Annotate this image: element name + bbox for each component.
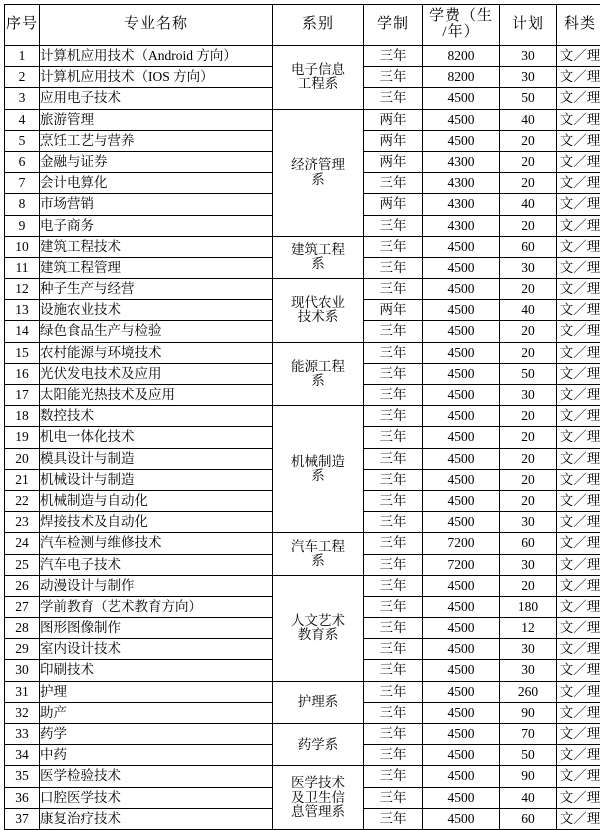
- cell-years: 三年: [364, 279, 423, 300]
- cell-plan: 30: [500, 639, 557, 660]
- cell-category: 文／理: [557, 385, 600, 406]
- cell-years: 三年: [364, 363, 423, 384]
- cell-category: 文／理: [557, 279, 600, 300]
- cell-years: 三年: [364, 533, 423, 554]
- table-row: [5, 109, 600, 130]
- cell-major-name: 室内设计技术: [40, 639, 273, 660]
- cell-years: 两年: [364, 151, 423, 172]
- cell-years: 三年: [364, 342, 423, 363]
- cell-plan: 30: [500, 67, 557, 88]
- cell-years: 三年: [364, 639, 423, 660]
- cell-years: 三年: [364, 236, 423, 257]
- cell-fee: 4500: [423, 596, 500, 617]
- cell-major-name: 图形图像制作: [40, 618, 273, 639]
- cell-plan: 20: [500, 448, 557, 469]
- cell-plan: 40: [500, 194, 557, 215]
- cell-plan: 30: [500, 512, 557, 533]
- cell-plan: 260: [500, 681, 557, 702]
- cell-category: 文／理: [557, 448, 600, 469]
- cell-category: 文／理: [557, 173, 600, 194]
- cell-category: 文／理: [557, 342, 600, 363]
- cell-category: 文／理: [557, 215, 600, 236]
- cell-plan: 20: [500, 173, 557, 194]
- cell-major-name: 护理: [40, 681, 273, 702]
- cell-major-name: 市场营销: [40, 194, 273, 215]
- column-header-seq: 序号: [5, 5, 40, 46]
- cell-major-name: 旅游管理: [40, 109, 273, 130]
- cell-seq: 9: [5, 215, 40, 236]
- cell-fee: 4500: [423, 745, 500, 766]
- cell-major-name: 金融与证券: [40, 151, 273, 172]
- cell-fee: 4500: [423, 257, 500, 278]
- cell-seq: 33: [5, 724, 40, 745]
- cell-years: 两年: [364, 130, 423, 151]
- cell-category: 文／理: [557, 406, 600, 427]
- cell-category: 文／理: [557, 469, 600, 490]
- table-header: [5, 5, 600, 46]
- cell-plan: 20: [500, 342, 557, 363]
- department-label: 护理系: [273, 695, 363, 709]
- table-row: [5, 575, 600, 596]
- cell-category: 文／理: [557, 702, 600, 723]
- cell-category: 文／理: [557, 88, 600, 109]
- cell-category: 文／理: [557, 787, 600, 808]
- cell-years: 三年: [364, 448, 423, 469]
- cell-seq: 4: [5, 109, 40, 130]
- cell-plan: 20: [500, 130, 557, 151]
- cell-seq: 35: [5, 766, 40, 787]
- cell-plan: 50: [500, 745, 557, 766]
- cell-category: 文／理: [557, 300, 600, 321]
- cell-plan: 60: [500, 236, 557, 257]
- cell-category: 文／理: [557, 512, 600, 533]
- department-label: 药学系: [273, 738, 363, 752]
- cell-department: [273, 109, 364, 236]
- cell-major-name: 动漫设计与制作: [40, 575, 273, 596]
- cell-years: 三年: [364, 808, 423, 829]
- cell-seq: 14: [5, 321, 40, 342]
- cell-fee: 4500: [423, 130, 500, 151]
- cell-major-name: 中药: [40, 745, 273, 766]
- fee-header-line1: 学费（生: [423, 9, 499, 25]
- cell-years: 三年: [364, 469, 423, 490]
- cell-category: 文／理: [557, 321, 600, 342]
- cell-fee: 4500: [423, 279, 500, 300]
- cell-years: 三年: [364, 554, 423, 575]
- cell-seq: 13: [5, 300, 40, 321]
- cell-category: 文／理: [557, 194, 600, 215]
- cell-fee: 4500: [423, 702, 500, 723]
- cell-category: 文／理: [557, 151, 600, 172]
- cell-fee: 4500: [423, 427, 500, 448]
- department-label: 建筑工程 系: [273, 243, 363, 271]
- cell-years: 两年: [364, 300, 423, 321]
- cell-department: [273, 406, 364, 533]
- cell-seq: 11: [5, 257, 40, 278]
- cell-years: 三年: [364, 427, 423, 448]
- cell-category: 文／理: [557, 257, 600, 278]
- cell-plan: 40: [500, 787, 557, 808]
- cell-fee: 4500: [423, 724, 500, 745]
- cell-seq: 15: [5, 342, 40, 363]
- cell-years: 两年: [364, 109, 423, 130]
- cell-major-name: 印刷技术: [40, 660, 273, 681]
- cell-seq: 5: [5, 130, 40, 151]
- cell-plan: 30: [500, 554, 557, 575]
- cell-category: 文／理: [557, 724, 600, 745]
- cell-department: [273, 575, 364, 681]
- table-row: [5, 766, 600, 787]
- cell-seq: 26: [5, 575, 40, 596]
- cell-years: 三年: [364, 215, 423, 236]
- cell-major-name: 太阳能光热技术及应用: [40, 385, 273, 406]
- cell-plan: 30: [500, 385, 557, 406]
- cell-department: [273, 533, 364, 575]
- cell-category: 文／理: [557, 363, 600, 384]
- cell-seq: 34: [5, 745, 40, 766]
- cell-major-name: 康复治疗技术: [40, 808, 273, 829]
- cell-seq: 8: [5, 194, 40, 215]
- cell-seq: 20: [5, 448, 40, 469]
- cell-category: 文／理: [557, 130, 600, 151]
- department-label: 现代农业 技术系: [273, 296, 363, 324]
- cell-department: [273, 681, 364, 723]
- department-label: 经济管理 系: [273, 158, 363, 186]
- cell-category: 文／理: [557, 533, 600, 554]
- cell-fee: 4500: [423, 469, 500, 490]
- cell-fee: 7200: [423, 533, 500, 554]
- cell-major-name: 机械设计与制造: [40, 469, 273, 490]
- cell-years: 三年: [364, 88, 423, 109]
- cell-years: 三年: [364, 46, 423, 67]
- cell-fee: 4500: [423, 575, 500, 596]
- cell-plan: 180: [500, 596, 557, 617]
- department-label: 电子信息 工程系: [273, 63, 363, 91]
- cell-seq: 21: [5, 469, 40, 490]
- department-label: 能源工程 系: [273, 360, 363, 388]
- cell-fee: 4500: [423, 660, 500, 681]
- cell-years: 三年: [364, 575, 423, 596]
- cell-major-name: 计算机应用技术（Android 方向）: [40, 46, 273, 67]
- cell-fee: 4500: [423, 681, 500, 702]
- cell-seq: 6: [5, 151, 40, 172]
- table-row: [5, 236, 600, 257]
- cell-fee: 4500: [423, 88, 500, 109]
- cell-major-name: 汽车检测与维修技术: [40, 533, 273, 554]
- cell-years: 三年: [364, 385, 423, 406]
- cell-plan: 20: [500, 575, 557, 596]
- cell-fee: 4500: [423, 109, 500, 130]
- cell-department: [273, 766, 364, 830]
- cell-seq: 23: [5, 512, 40, 533]
- cell-category: 文／理: [557, 427, 600, 448]
- cell-plan: 70: [500, 724, 557, 745]
- cell-fee: 4500: [423, 618, 500, 639]
- cell-department: [273, 236, 364, 278]
- column-header-category: 科类: [557, 5, 600, 46]
- cell-fee: 4500: [423, 385, 500, 406]
- cell-fee: 4500: [423, 236, 500, 257]
- cell-years: 三年: [364, 724, 423, 745]
- cell-seq: 16: [5, 363, 40, 384]
- cell-seq: 29: [5, 639, 40, 660]
- cell-major-name: 助产: [40, 702, 273, 723]
- cell-category: 文／理: [557, 109, 600, 130]
- cell-seq: 31: [5, 681, 40, 702]
- cell-major-name: 学前教育（艺术教育方向）: [40, 596, 273, 617]
- cell-fee: 4500: [423, 406, 500, 427]
- table-row: [5, 724, 600, 745]
- cell-category: 文／理: [557, 46, 600, 67]
- cell-plan: 30: [500, 660, 557, 681]
- cell-plan: 12: [500, 618, 557, 639]
- cell-major-name: 模具设计与制造: [40, 448, 273, 469]
- column-header-dept: 系别: [273, 5, 364, 46]
- cell-major-name: 绿色食品生产与检验: [40, 321, 273, 342]
- cell-fee: 7200: [423, 554, 500, 575]
- header-row: [5, 5, 600, 46]
- cell-major-name: 机械制造与自动化: [40, 490, 273, 511]
- column-header-fee: [423, 5, 500, 46]
- cell-category: 文／理: [557, 67, 600, 88]
- cell-seq: 17: [5, 385, 40, 406]
- cell-category: 文／理: [557, 639, 600, 660]
- table-row: [5, 406, 600, 427]
- cell-major-name: 建筑工程管理: [40, 257, 273, 278]
- department-label: 医学技术 及卫生信 息管理系: [273, 776, 363, 819]
- cell-department: [273, 279, 364, 343]
- cell-plan: 40: [500, 109, 557, 130]
- cell-years: 三年: [364, 618, 423, 639]
- table-row: [5, 681, 600, 702]
- cell-years: 三年: [364, 787, 423, 808]
- cell-seq: 25: [5, 554, 40, 575]
- column-header-name: 专业名称: [40, 5, 273, 46]
- cell-years: 三年: [364, 257, 423, 278]
- cell-fee: 4300: [423, 194, 500, 215]
- cell-years: 三年: [364, 596, 423, 617]
- cell-category: 文／理: [557, 575, 600, 596]
- cell-seq: 27: [5, 596, 40, 617]
- cell-seq: 12: [5, 279, 40, 300]
- cell-fee: 4500: [423, 639, 500, 660]
- cell-major-name: 烹饪工艺与营养: [40, 130, 273, 151]
- cell-major-name: 农村能源与环境技术: [40, 342, 273, 363]
- column-header-plan: 计划: [500, 5, 557, 46]
- table-row: [5, 46, 600, 67]
- cell-major-name: 设施农业技术: [40, 300, 273, 321]
- cell-seq: 28: [5, 618, 40, 639]
- cell-seq: 36: [5, 787, 40, 808]
- cell-department: [273, 46, 364, 110]
- cell-fee: 4500: [423, 808, 500, 829]
- cell-fee: 4500: [423, 787, 500, 808]
- cell-years: 三年: [364, 67, 423, 88]
- cell-plan: 60: [500, 533, 557, 554]
- cell-plan: 30: [500, 46, 557, 67]
- cell-fee: 4300: [423, 173, 500, 194]
- cell-fee: 4500: [423, 363, 500, 384]
- cell-category: 文／理: [557, 745, 600, 766]
- cell-plan: 20: [500, 279, 557, 300]
- cell-major-name: 会计电算化: [40, 173, 273, 194]
- cell-fee: 4500: [423, 490, 500, 511]
- table-row: [5, 342, 600, 363]
- cell-plan: 50: [500, 363, 557, 384]
- cell-category: 文／理: [557, 236, 600, 257]
- cell-category: 文／理: [557, 808, 600, 829]
- cell-seq: 10: [5, 236, 40, 257]
- cell-major-name: 应用电子技术: [40, 88, 273, 109]
- cell-seq: 1: [5, 46, 40, 67]
- column-header-years: 学制: [364, 5, 423, 46]
- cell-seq: 32: [5, 702, 40, 723]
- cell-department: [273, 342, 364, 406]
- cell-seq: 7: [5, 173, 40, 194]
- cell-years: 三年: [364, 660, 423, 681]
- cell-major-name: 机电一体化技术: [40, 427, 273, 448]
- cell-years: 三年: [364, 745, 423, 766]
- cell-plan: 60: [500, 808, 557, 829]
- cell-seq: 37: [5, 808, 40, 829]
- cell-major-name: 药学: [40, 724, 273, 745]
- cell-category: 文／理: [557, 681, 600, 702]
- cell-category: 文／理: [557, 618, 600, 639]
- cell-fee: 4500: [423, 300, 500, 321]
- cell-years: 三年: [364, 321, 423, 342]
- cell-department: [273, 724, 364, 766]
- cell-fee: 8200: [423, 67, 500, 88]
- cell-years: 两年: [364, 194, 423, 215]
- cell-plan: 20: [500, 427, 557, 448]
- cell-fee: 4500: [423, 448, 500, 469]
- department-label: 机械制造 系: [273, 455, 363, 483]
- cell-category: 文／理: [557, 596, 600, 617]
- cell-major-name: 建筑工程技术: [40, 236, 273, 257]
- cell-category: 文／理: [557, 554, 600, 575]
- cell-years: 三年: [364, 766, 423, 787]
- cell-major-name: 焊接技术及自动化: [40, 512, 273, 533]
- cell-years: 三年: [364, 173, 423, 194]
- cell-seq: 18: [5, 406, 40, 427]
- cell-major-name: 医学检验技术: [40, 766, 273, 787]
- cell-years: 三年: [364, 512, 423, 533]
- cell-years: 三年: [364, 490, 423, 511]
- table-row: [5, 279, 600, 300]
- cell-seq: 22: [5, 490, 40, 511]
- cell-plan: 40: [500, 300, 557, 321]
- department-label: 人文艺术 教育系: [273, 614, 363, 642]
- cell-major-name: 光伏发电技术及应用: [40, 363, 273, 384]
- cell-plan: 20: [500, 469, 557, 490]
- cell-years: 三年: [364, 702, 423, 723]
- cell-seq: 19: [5, 427, 40, 448]
- cell-fee: 4500: [423, 512, 500, 533]
- cell-plan: 20: [500, 215, 557, 236]
- table-body: [5, 46, 600, 830]
- cell-major-name: 汽车电子技术: [40, 554, 273, 575]
- table-row: [5, 533, 600, 554]
- fee-header-line2: /年）: [423, 25, 499, 41]
- cell-seq: 2: [5, 67, 40, 88]
- majors-table: [4, 4, 600, 830]
- cell-plan: 30: [500, 257, 557, 278]
- cell-seq: 3: [5, 88, 40, 109]
- cell-major-name: 口腔医学技术: [40, 787, 273, 808]
- cell-plan: 20: [500, 151, 557, 172]
- cell-seq: 30: [5, 660, 40, 681]
- cell-plan: 50: [500, 88, 557, 109]
- department-label: 汽车工程 系: [273, 540, 363, 568]
- cell-fee: 4300: [423, 215, 500, 236]
- cell-major-name: 数控技术: [40, 406, 273, 427]
- cell-plan: 20: [500, 321, 557, 342]
- cell-plan: 90: [500, 702, 557, 723]
- cell-seq: 24: [5, 533, 40, 554]
- cell-plan: 20: [500, 406, 557, 427]
- cell-category: 文／理: [557, 660, 600, 681]
- cell-fee: 4500: [423, 766, 500, 787]
- cell-fee: 4300: [423, 151, 500, 172]
- cell-category: 文／理: [557, 490, 600, 511]
- cell-fee: 4500: [423, 342, 500, 363]
- cell-years: 三年: [364, 406, 423, 427]
- cell-category: 文／理: [557, 766, 600, 787]
- cell-major-name: 电子商务: [40, 215, 273, 236]
- cell-plan: 20: [500, 490, 557, 511]
- cell-fee: 8200: [423, 46, 500, 67]
- cell-years: 三年: [364, 681, 423, 702]
- cell-major-name: 计算机应用技术（IOS 方向）: [40, 67, 273, 88]
- cell-fee: 4500: [423, 321, 500, 342]
- cell-plan: 90: [500, 766, 557, 787]
- cell-major-name: 种子生产与经营: [40, 279, 273, 300]
